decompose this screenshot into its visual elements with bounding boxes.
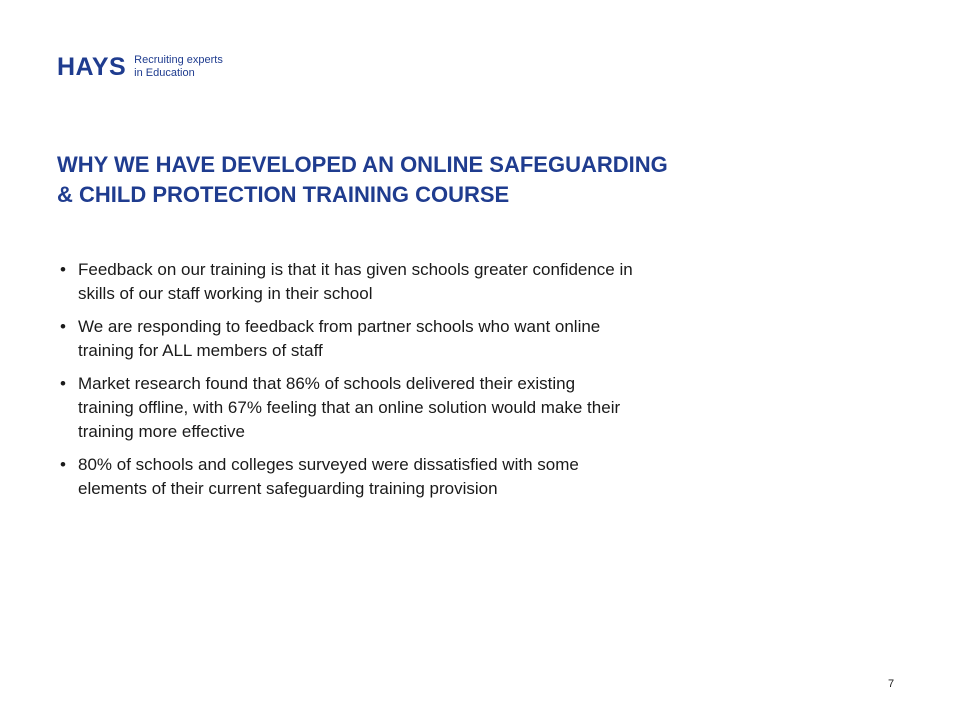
slide-title <box>57 150 857 210</box>
bullet-point-icon: • <box>60 455 66 474</box>
slide-title-line-2: & CHILD PROTECTION TRAINING COURSE <box>57 182 510 207</box>
bullet-text-line: training offline, with 67% feeling that an online solution would make their <box>78 398 621 417</box>
logo-wordmark: HAYS <box>57 53 127 81</box>
bullet-item <box>60 372 800 444</box>
page-number: 7 <box>888 678 895 690</box>
slide-title-line-1: WHY WE HAVE DEVELOPED AN ONLINE SAFEGUARDING <box>57 152 668 177</box>
bullet-text-line: We are responding to feedback from partner schools who want online <box>78 317 601 336</box>
logo-tagline <box>134 54 223 80</box>
bullet-text-line: Feedback on our training is that it has given schools greater confidence in <box>78 260 633 279</box>
bullet-text-line: 80% of schools and colleges surveyed were dissatisfied with some <box>78 455 579 474</box>
bullet-text-line: elements of their current safeguarding training provision <box>78 479 498 498</box>
logo-tagline-line-2: in Education <box>134 67 195 79</box>
bullet-point-icon: • <box>60 374 66 393</box>
logo-tagline-line-1: Recruiting experts <box>134 54 223 66</box>
hays-logo <box>57 52 223 84</box>
bullet-text-line: skills of our staff working in their school <box>78 284 373 303</box>
bullet-item <box>60 315 800 363</box>
bullet-item <box>60 453 800 501</box>
bullet-text-line: training more effective <box>78 422 245 441</box>
bullet-item <box>60 258 800 306</box>
bullet-text-line: Market research found that 86% of schools delivered their existing <box>78 374 576 393</box>
bullet-point-icon: • <box>60 260 66 279</box>
bullet-point-icon: • <box>60 317 66 336</box>
bullet-list <box>60 258 800 510</box>
bullet-text-line: training for ALL members of staff <box>78 341 323 360</box>
